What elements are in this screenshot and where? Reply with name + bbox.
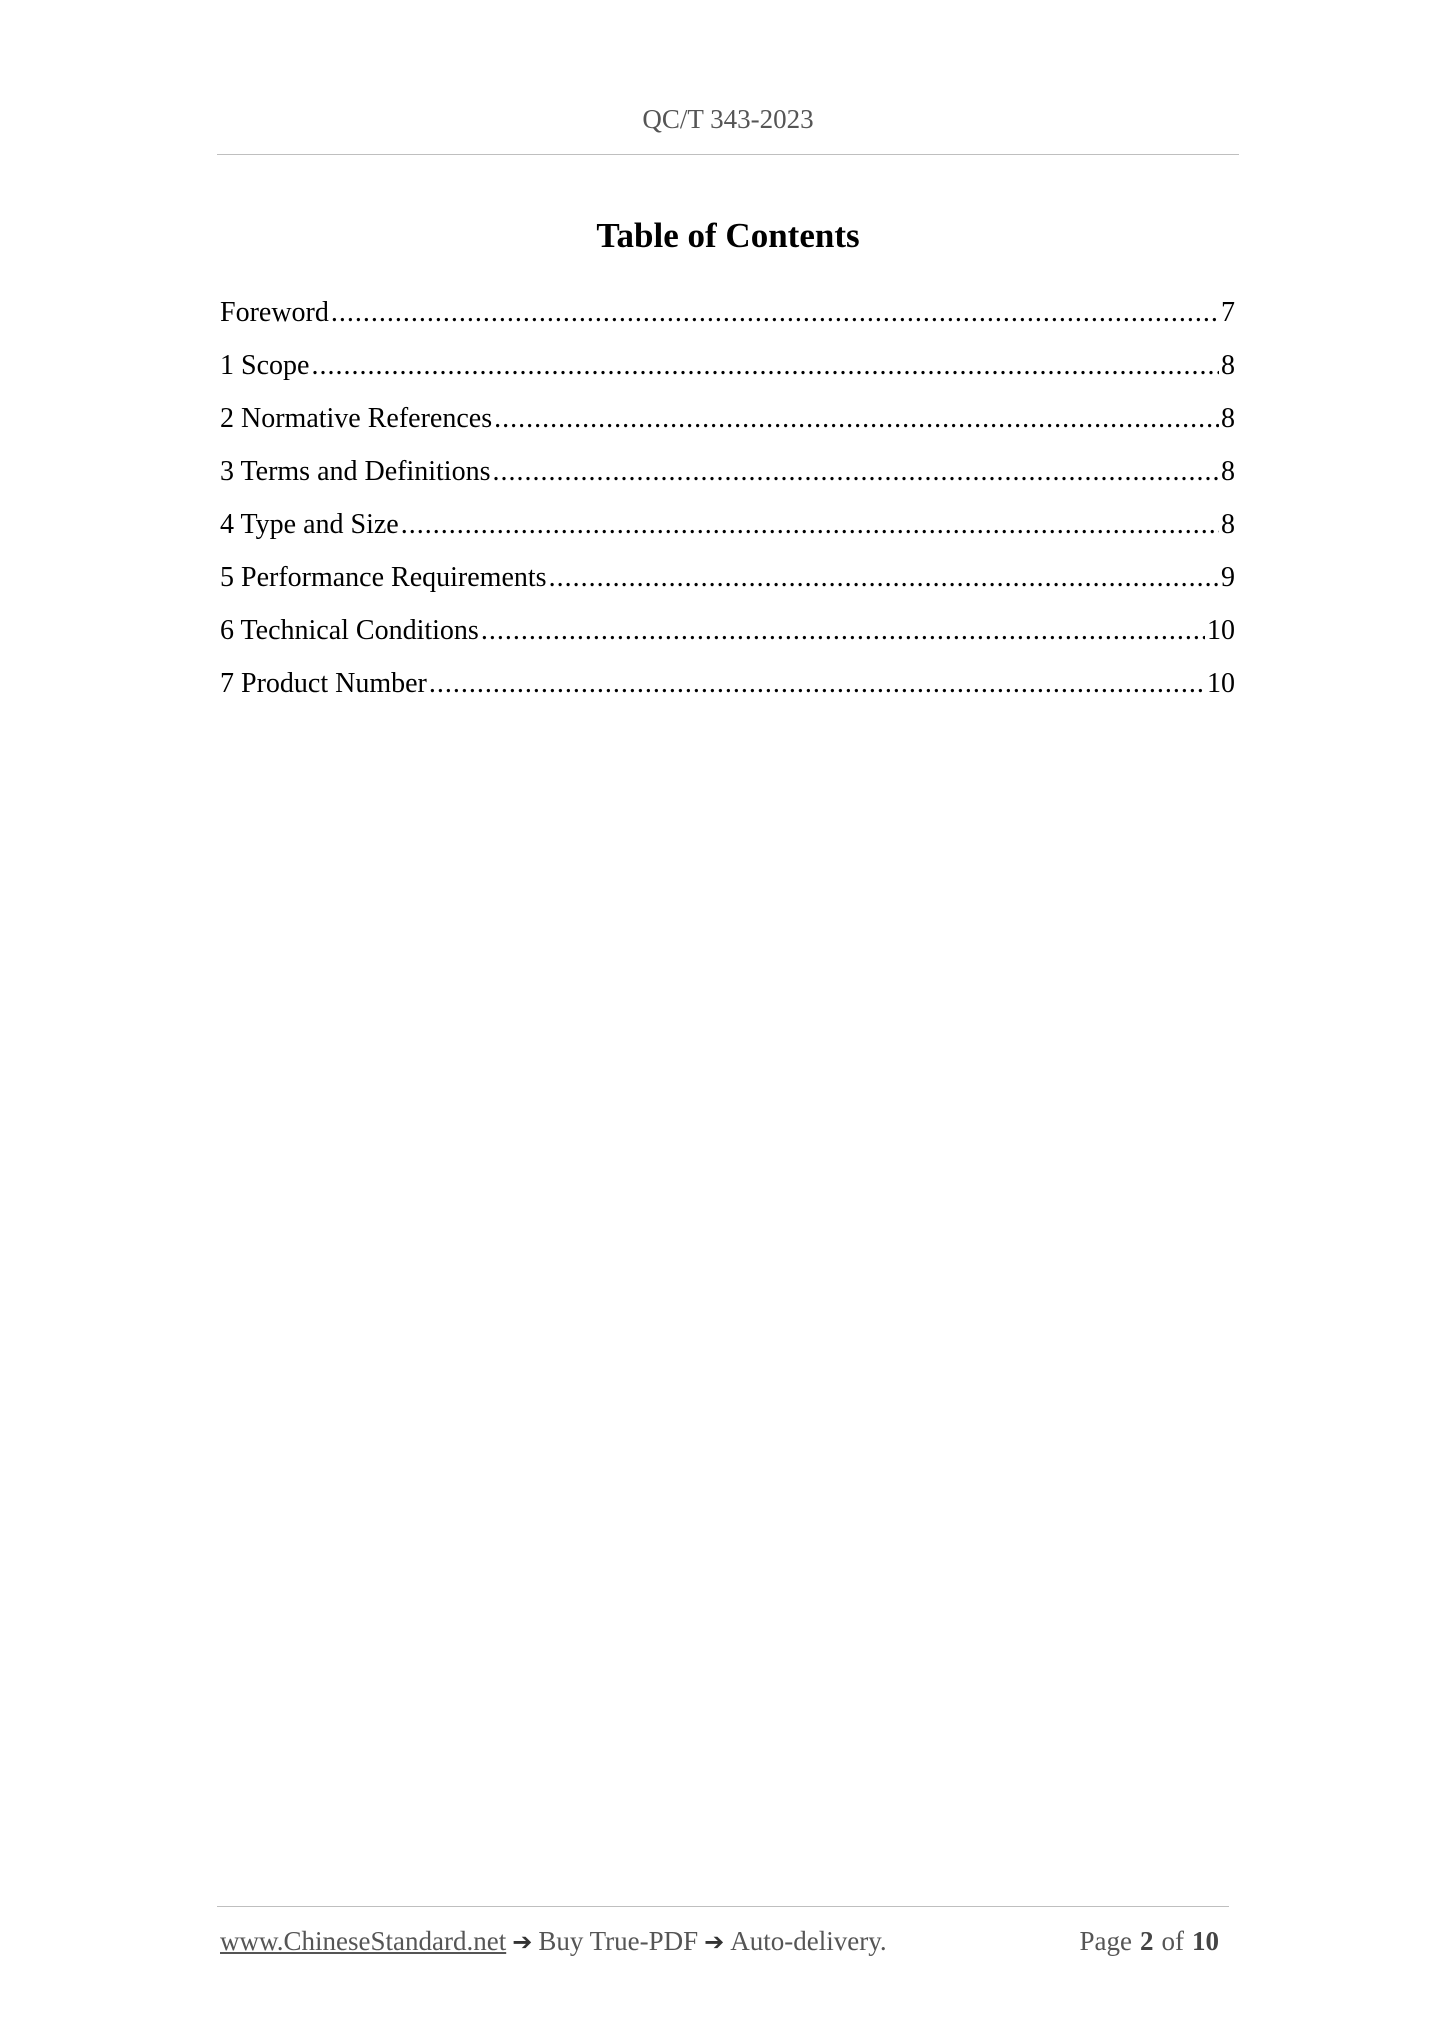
page-header-doc-id: QC/T 343-2023 (642, 104, 814, 134)
right-arrow-icon: ➔ (512, 1928, 533, 1956)
toc-leader-dots (492, 445, 1219, 498)
toc-leader-dots (494, 392, 1219, 445)
toc-entry-product-number[interactable] (220, 657, 1235, 710)
toc-leader-dots (481, 604, 1205, 657)
current-page-number: 2 (1140, 1926, 1154, 1956)
toc-entry-normative-references[interactable] (220, 392, 1235, 445)
toc-entry-performance-requirements[interactable] (220, 551, 1235, 604)
right-arrow-icon: ➔ (704, 1928, 725, 1956)
toc-entry-foreword[interactable] (220, 286, 1235, 339)
total-pages-number: 10 (1192, 1926, 1219, 1956)
footer-step-delivery: Auto-delivery. (730, 1926, 887, 1956)
header-divider (217, 154, 1239, 155)
of-word: of (1161, 1926, 1184, 1956)
toc-entry-technical-conditions[interactable] (220, 604, 1235, 657)
toc-leader-dots (429, 657, 1205, 710)
toc-entry-label: Foreword (220, 297, 329, 328)
toc-entry-page: 8 (1221, 403, 1235, 434)
toc-entry-label: 1 Scope (220, 350, 310, 381)
toc-entry-type-and-size[interactable] (220, 498, 1235, 551)
toc-entry-page: 8 (1221, 350, 1235, 381)
footer-promo (220, 1926, 887, 1957)
toc-leader-dots (311, 339, 1219, 392)
toc-leader-dots (331, 286, 1219, 339)
footer-step-buy: Buy True-PDF (538, 1926, 699, 1956)
toc-entry-label: 3 Terms and Definitions (220, 456, 491, 487)
footer-divider (217, 1906, 1229, 1907)
toc-entry-page: 7 (1221, 297, 1235, 328)
toc-entry-label: 7 Product Number (220, 668, 427, 699)
toc-entry-page: 10 (1207, 615, 1235, 646)
toc-leader-dots (401, 498, 1219, 551)
toc-entry-label: 6 Technical Conditions (220, 615, 479, 646)
toc-leader-dots (549, 551, 1219, 604)
toc-entry-page: 8 (1221, 509, 1235, 540)
toc-title: Table of Contents (596, 216, 860, 255)
toc-entry-page: 8 (1221, 456, 1235, 487)
table-of-contents (220, 286, 1235, 710)
toc-entry-label: 4 Type and Size (220, 509, 399, 540)
page-footer (220, 1926, 1227, 1957)
toc-entry-scope[interactable] (220, 339, 1235, 392)
toc-entry-label: 2 Normative References (220, 403, 493, 434)
page-counter (1080, 1926, 1227, 1957)
toc-entry-label: 5 Performance Requirements (220, 562, 547, 593)
toc-entry-terms-and-definitions[interactable] (220, 445, 1235, 498)
toc-entry-page: 10 (1207, 668, 1235, 699)
toc-entry-page: 9 (1221, 562, 1235, 593)
page-word: Page (1079, 1926, 1132, 1956)
site-link[interactable]: www.ChineseStandard.net (220, 1926, 507, 1956)
